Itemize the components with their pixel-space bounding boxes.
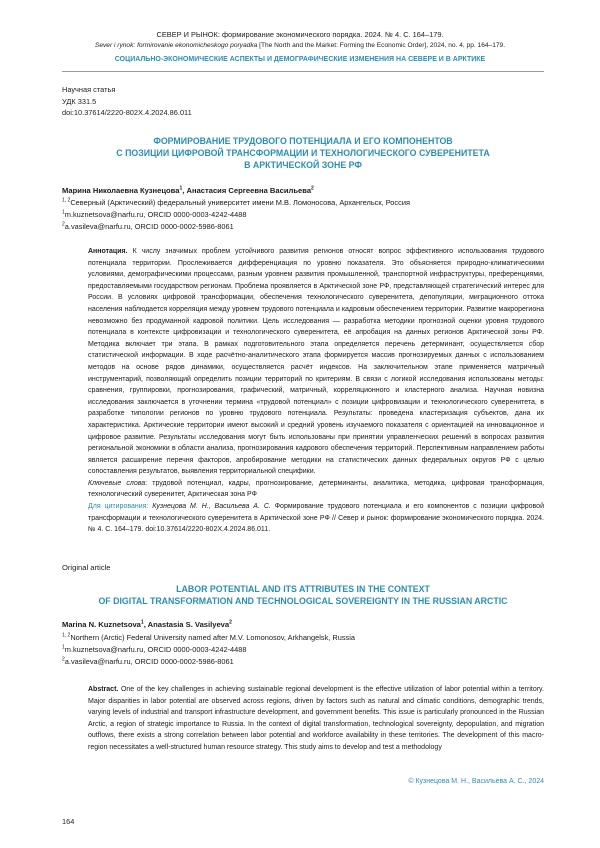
authors-en xyxy=(62,620,232,629)
email-orcid[interactable]: m.kuznetsova@narfu.ru, ORCID 0000-0003-4242-4488 xyxy=(64,209,247,219)
email-index: 1 xyxy=(62,644,65,651)
title-line: ФОРМИРОВАНИЕ ТРУДОВОГО ПОТЕНЦИАЛА И ЕГО КОМПОНЕНТОВ xyxy=(153,136,453,146)
section-heading: СОЦИАЛЬНО-ЭКОНОМИЧЕСКИЕ АСПЕКТЫ И ДЕМОГРАФИЧЕСКИЕ ИЗМЕНЕНИЯ НА СЕВЕРЕ И В АРКТИКЕ xyxy=(114,56,486,63)
keywords-text: : трудовой потенциал, кадры, прогнозирование, детерминанты, аналитика, методика, цифровая трансформация, технологический суверенитет, Арктическая зона РФ xyxy=(88,479,544,499)
keywords xyxy=(88,478,544,501)
page-number: 164 xyxy=(62,817,75,826)
affiliation-index: 1, 2 xyxy=(62,632,71,639)
email-line xyxy=(62,209,410,221)
email-line xyxy=(62,221,410,233)
email-orcid[interactable]: m.kuznetsova@narfu.ru, ORCID 0000-0003-4242-4488 xyxy=(64,644,247,654)
email-line xyxy=(62,656,355,668)
citation-text: Формирование трудового потенциала и его компонентов с позиции цифровой трансформации и технологического суверенитета в Арктической зоне РФ // Север и рынок: формирование экономического порядка. 2024. № 4. С. 164–179. doi:10.37614/2220-802X.4.2024.86.011. xyxy=(88,503,544,534)
title-line: С ПОЗИЦИИ ЦИФРОВОЙ ТРАНСФОРМАЦИИ И ТЕХНОЛОГИЧЕСКОГО СУВЕРЕНИТЕТА xyxy=(116,147,490,158)
email-index: 2 xyxy=(62,656,65,663)
title-line: OF DIGITAL TRANSFORMATION AND TECHNOLOGICAL SOVEREIGNTY IN THE RUSSIAN ARCTIC xyxy=(98,595,508,606)
article-title-ru xyxy=(62,136,544,171)
article-title-en xyxy=(62,584,544,608)
abstract-text: К числу значимых проблем устойчивого развития регионов относят вопрос эффективного использования трудового потенциала территории. Прослеживается дифференциация по уровню показателя. Это объясняется природно-климатическими условиями, демографическими процессами, разным уровнем развития промышленной, транспортной инфраструктуры, преференциями, предоставляемыми государством регионам. Проблема проявляется в Арктической зоне РФ, представляющей стратегический интерес для России. В условиях цифровой трансформации, обеспечения технологического суверенитета, депопуляции, миграционного оттока населения наблюдается корреляция между уровнем трудового потенциала и кадровым обеспечением территории. Развитие макрорегиона невозможно без продуманной кадровой политики. Цель исследования — разработка методики прогнозной оценки уровня трудового потенциала в контексте цифровизации и технологического суверенитета, её апробация на данных регионов Арктической зоны РФ. Методика включает три этапа. В рамках подготовительного этапа определяется перечень детерминант, осуществляется сбор статистической информации. В ходе расчётно-аналитического этапа формируется массив прогнозируемых данных с использованием методов на основе рядов динамики, осуществляется расчёт индексов. На заключительном этапе применяется матричный инструментарий, позволяющий определить позиции территорий по критериям. В связи с логикой исследования использованы методы: сравнения, группировки, прогнозирования, графический, матричный, корреляционного и кластерного анализа. Научная новизна исследования заключается в уточнении термина «трудовой потенциал» с позиции цифровизации и технологического суверенитета, в разработке типологии регионов по уровню трудового потенциала. Результаты: проведена кластеризация субъектов, дана их характеристика. Арктические территории имеют высокий и средний уровень изучаемого показателя с ориентацией на инновационное и цифровое развитие. Результаты исследования могут быть использованы при принятии управленческих решений в вопросах развития региональной экономики в области анализа, прогнозирования кадрового обеспечения территорий. Перспективным направлением работы является расширение перечня факторов, апробирование методики на статистических данных федеральных округов РФ с целью сопоставления результатов, выявления территориальной специфики. xyxy=(88,248,544,476)
author-separator: , xyxy=(143,620,148,629)
article-type: Научная статья xyxy=(62,85,116,94)
journal-title-transliterated: Sever i rynok: formirovanie ekonomicheskogo poryadka xyxy=(94,42,258,49)
journal-citation-en-rest: [The North and the Market: Forming the Economic Order], 2024, no. 4, pp. 164–179. xyxy=(257,42,506,49)
udk-code: УДК 331.5 xyxy=(62,96,97,106)
keywords-label: Ключевые слова xyxy=(88,479,146,487)
affiliation xyxy=(62,632,355,644)
affiliations-ru xyxy=(62,197,410,232)
email-orcid[interactable]: a.vasileva@narfu.ru, ORCID 0000-0002-5986-8061 xyxy=(64,656,234,666)
email-index: 1 xyxy=(62,209,65,216)
journal-citation-ru: СЕВЕР И РЫНОК: формирование экономического порядка. 2024. № 4. С. 164–179. xyxy=(156,30,444,39)
email-orcid[interactable]: a.vasileva@narfu.ru, ORCID 0000-0002-5986-8061 xyxy=(64,221,234,231)
abstract-body xyxy=(88,684,544,754)
doi-link[interactable]: doi:10.37614/2220-802X.4.2024.86.011 xyxy=(62,108,192,118)
abstract-label: Аннотация. xyxy=(88,248,128,255)
affiliations-en xyxy=(62,632,355,667)
author-name: Marina N. Kuznetsova xyxy=(62,620,141,629)
header-divider xyxy=(62,71,544,72)
author-name: Марина Николаевна Кузнецова xyxy=(62,186,180,195)
citation-authors: Кузнецова М. Н., Васильева А. С. xyxy=(148,503,271,511)
email-index: 2 xyxy=(62,221,65,228)
journal-citation-en xyxy=(0,42,600,49)
copyright-notice: © Кузнецова М. Н., Васильева А. С., 2024 xyxy=(408,778,544,785)
author-index: 2 xyxy=(229,619,232,626)
title-line: LABOR POTENTIAL AND ITS ATTRIBUTES IN THE CONTEXT xyxy=(176,584,430,594)
author-name: Anastasia S. Vasilyeva xyxy=(147,620,230,629)
author-separator: , xyxy=(182,186,187,195)
abstract-label: Abstract. xyxy=(88,686,119,693)
title-line: В АРКТИЧЕСКОЙ ЗОНЕ РФ xyxy=(244,159,362,170)
abstract-ru xyxy=(88,246,544,536)
abstract-en xyxy=(88,684,544,754)
author-name: Анастасия Сергеевна Васильева xyxy=(186,186,312,195)
author-index: 1 xyxy=(179,185,183,192)
abstract-body xyxy=(88,246,544,478)
author-index: 1 xyxy=(140,619,144,626)
article-meta-ru xyxy=(62,84,192,119)
affiliation xyxy=(62,197,410,209)
citation-label: Для цитирования: xyxy=(88,503,149,511)
affiliation-index: 1, 2 xyxy=(62,197,71,204)
affiliation-text: Northern (Arctic) Federal University named after M.V. Lomonosov, Arkhangelsk, Russia xyxy=(70,633,355,642)
citation xyxy=(88,501,544,536)
authors-ru xyxy=(62,186,314,195)
original-article-label: Original article xyxy=(62,563,111,572)
author-index: 2 xyxy=(311,185,314,192)
email-line xyxy=(62,644,355,656)
affiliation-text: Северный (Арктический) федеральный университет имени М.В. Ломоносова, Архангельск, Россия xyxy=(70,198,410,207)
abstract-text: One of the key challenges in achieving sustainable regional development is the effective utilization of labor potential within a territory. Major disparities in labor potential are observed across regions, driven by factors such as natural and climatic conditions, demographic trends, varying levels of industrial and transport infrastructure development, and government benefits. This issue is particularly pronounced in the Russian Arctic, a region of strategic importance to Russia. In the context of digital transformation, technological sovereignty, depopulation, and migration outflows, there exists a strong correlation between labor potential and workforce availability in these territories. The development of this macro-region necessitates a well-structured human resource strategy. This study aims to develop and test a methodology xyxy=(88,686,544,751)
